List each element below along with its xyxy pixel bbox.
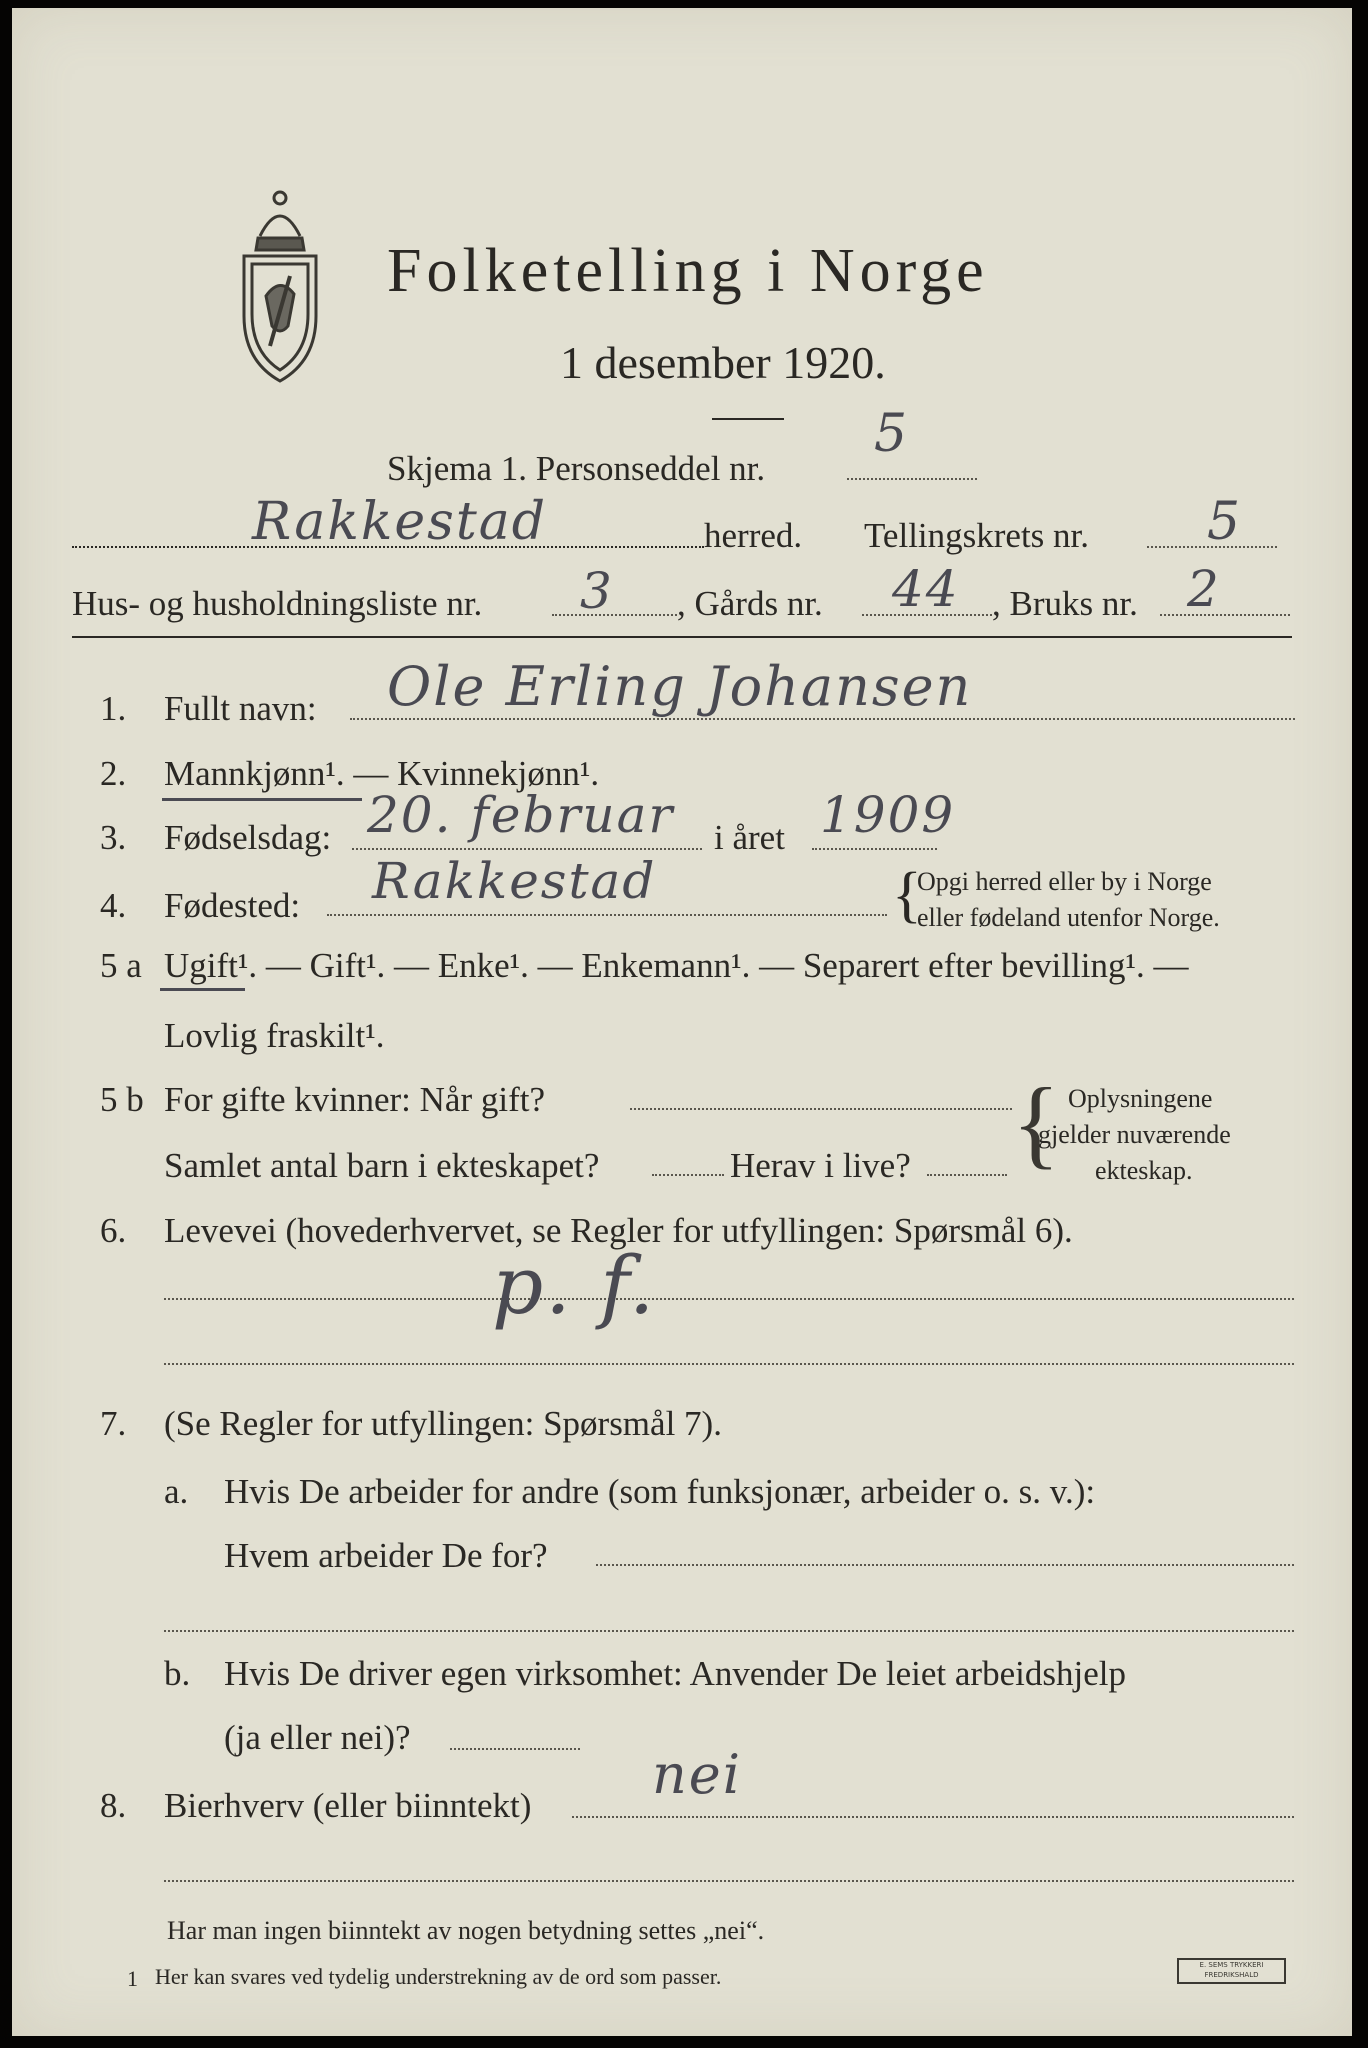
tellingskrets-nr-value: 5 — [1207, 492, 1243, 552]
tellingskrets-label: Tellingskrets nr. — [864, 516, 1090, 555]
title-rule — [712, 418, 784, 420]
husliste-nr-value: 3 — [580, 562, 614, 620]
birthdate-value: 20. februar — [367, 786, 675, 844]
q7b-number: b. — [164, 1654, 191, 1693]
q6-line-1 — [164, 1298, 1294, 1300]
husliste-label: Hus- og husholdningsliste nr. — [72, 584, 483, 623]
q5b-line-2: Samlet antal barn i ekteskapet? — [164, 1146, 600, 1185]
skjema-label: Skjema 1. Personseddel nr. — [387, 449, 766, 488]
personseddel-line — [847, 478, 977, 480]
herred-value: Rakkestad — [252, 492, 548, 552]
q7b-line-1: Hvis De driver egen virksomhet: Anvender De leiet arbeidshjelp — [224, 1654, 1126, 1693]
q6-line-2 — [164, 1363, 1294, 1365]
husliste-line — [552, 614, 677, 616]
naar-gift-line — [630, 1108, 1012, 1110]
barn-line — [652, 1174, 724, 1176]
bruks-label: , Bruks nr. — [992, 584, 1138, 623]
gards-label: , Gårds nr. — [677, 584, 823, 623]
q4-line — [327, 914, 887, 916]
q5b-note-2: gjelder nuværende — [1038, 1120, 1231, 1149]
census-date: 1 desember 1920. — [560, 337, 886, 388]
q3-line — [352, 848, 702, 850]
coat-of-arms-icon — [230, 176, 330, 386]
q3-label: Fødselsdag: — [164, 818, 332, 857]
q4-brace: { — [892, 861, 922, 929]
q8-line — [572, 1816, 1294, 1818]
full-name-value: Ole Erling Johansen — [387, 655, 973, 718]
q5b-number: 5 b — [100, 1080, 144, 1119]
q7a-answer-line-2 — [164, 1630, 1294, 1632]
q4-label: Fødested: — [164, 886, 301, 925]
q5b-brace: { — [1012, 1067, 1060, 1178]
bruks-line — [1160, 614, 1290, 616]
ugift-underline — [160, 988, 245, 991]
herav-label: Herav i live? — [730, 1146, 911, 1185]
q7-number: 7. — [100, 1404, 127, 1443]
q4-note-2: eller fødeland utenfor Norge. — [917, 903, 1220, 932]
printer-stamp: E. SEMS TRYKKERI FREDRIKSHALD — [1177, 1958, 1286, 1984]
q5b-note-3: ekteskap. — [1095, 1156, 1193, 1185]
q2-number: 2. — [100, 754, 127, 793]
side-income-value: nei — [652, 1743, 743, 1806]
q7b-line-2: (ja eller nei)? — [224, 1718, 411, 1757]
q3-number: 3. — [100, 818, 127, 857]
personseddel-nr-value: 5 — [874, 404, 910, 464]
q2-label: Mannkjønn¹. — Kvinnekjønn¹. — [164, 754, 600, 793]
footer-note: Har man ingen biinntekt av nogen betydning settes „nei“. — [167, 1916, 765, 1945]
q5a-line-1: Ugift¹. — Gift¹. — Enke¹. — Enkemann¹. — Separert efter bevilling¹. — — [164, 946, 1189, 985]
q6-number: 6. — [100, 1211, 127, 1250]
q5a-line-2: Lovlig fraskilt¹. — [164, 1016, 385, 1055]
q6-label: Levevei (hovederhvervet, se Regler for utfyllingen: Spørsmål 6). — [164, 1211, 1073, 1250]
q5b-line-1: For gifte kvinner: Når gift? — [164, 1080, 546, 1119]
q4-number: 4. — [100, 886, 127, 925]
q7b-answer-line — [450, 1748, 580, 1750]
herav-line — [927, 1174, 1007, 1176]
q7a-answer-line-1 — [596, 1564, 1294, 1566]
q1-number: 1. — [100, 689, 127, 728]
footnote-number: 1 — [127, 1966, 138, 1991]
q5b-note-1: Oplysningene — [1068, 1084, 1213, 1113]
q1-line — [350, 718, 1295, 720]
birthplace-value: Rakkestad — [372, 852, 657, 910]
form-title: Folketelling i Norge — [387, 237, 989, 305]
q8-label: Bierhverv (eller biinntekt) — [164, 1786, 532, 1825]
q4-note-1: Opgi herred eller by i Norge — [917, 867, 1212, 896]
occupation-value: p. f. — [492, 1239, 657, 1332]
mannkjonn-underline — [162, 798, 362, 801]
q1-label: Fullt navn: — [164, 689, 317, 728]
q7a-number: a. — [164, 1472, 189, 1511]
footnote-text: Her kan svares ved tydelig understrekning av de ord som passer. — [155, 1964, 722, 1989]
birth-year-value: 1909 — [820, 786, 956, 844]
census-form — [12, 8, 1352, 2036]
q5a-number: 5 a — [100, 946, 142, 985]
q7-label: (Se Regler for utfyllingen: Spørsmål 7). — [164, 1404, 722, 1443]
year-line — [812, 848, 937, 850]
header-separator — [72, 636, 1292, 638]
year-label: i året — [714, 818, 785, 857]
q8-line-2 — [164, 1880, 1294, 1882]
bruks-nr-value: 2 — [1187, 560, 1221, 618]
herred-label: herred. — [704, 516, 803, 555]
q7a-line-2: Hvem arbeider De for? — [224, 1536, 548, 1575]
q7a-line-1: Hvis De arbeider for andre (som funksjonær, arbeider o. s. v.): — [224, 1472, 1096, 1511]
gards-nr-value: 44 — [892, 560, 960, 618]
q8-number: 8. — [100, 1786, 127, 1825]
